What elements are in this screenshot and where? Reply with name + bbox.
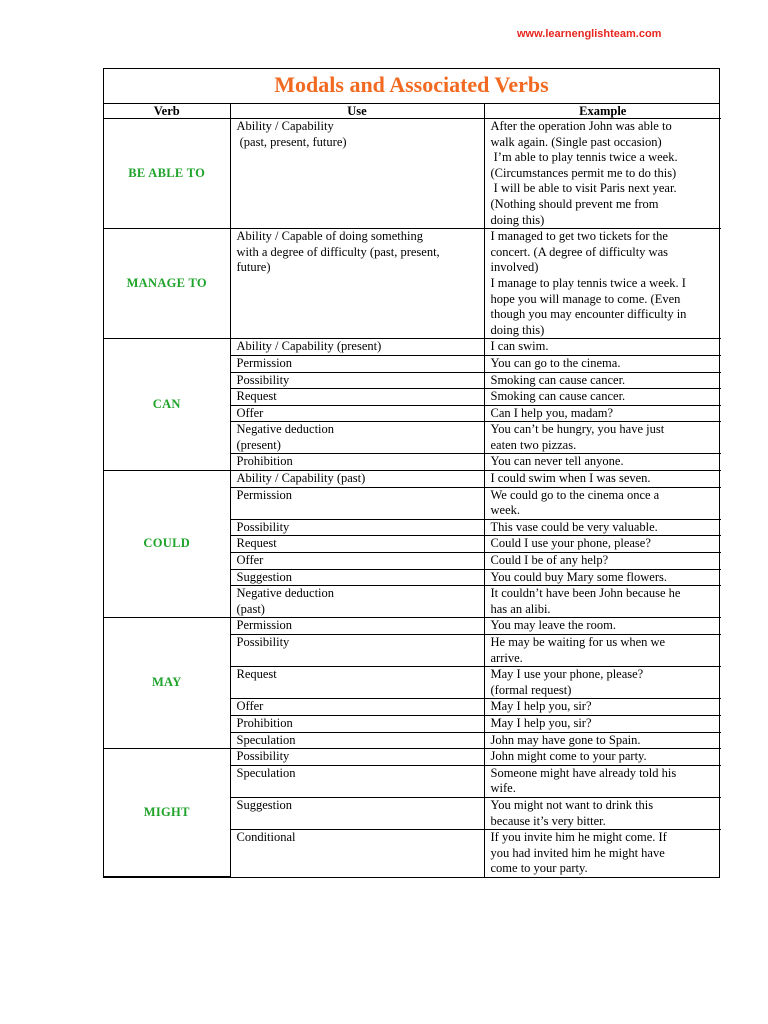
example-cell	[484, 715, 721, 732]
verb-be-able-to: BE ABLE TO	[104, 119, 230, 229]
use-cell	[230, 487, 484, 519]
use-line: (past)	[236, 601, 265, 616]
example-cell	[484, 389, 721, 406]
use-cell	[230, 553, 484, 570]
example-line: I’m able to play tennis twice a week.	[490, 150, 678, 165]
use-cell	[230, 635, 484, 667]
page-title: Modals and Associated Verbs	[104, 69, 719, 104]
example-line: doing this)	[490, 212, 545, 227]
example-line: John might come to your party.	[490, 749, 647, 764]
use-cell	[230, 339, 484, 356]
example-line: May I help you, sir?	[490, 715, 592, 730]
verb-can: CAN	[104, 339, 230, 471]
use-cell	[230, 586, 484, 618]
example-cell	[484, 569, 721, 586]
example-cell	[484, 422, 721, 454]
use-line: Offer	[236, 553, 264, 568]
table-body	[104, 119, 721, 877]
example-cell	[484, 339, 721, 356]
example-cell	[484, 732, 721, 749]
example-line: eaten two pizzas.	[490, 437, 577, 452]
example-cell	[484, 355, 721, 372]
use-cell	[230, 797, 484, 829]
example-line: It couldn’t have been John because he	[490, 586, 681, 601]
use-cell	[230, 229, 484, 339]
example-line: I manage to play tennis twice a week. I	[490, 275, 686, 290]
use-line: Ability / Capability	[236, 119, 334, 133]
example-line: John may have gone to Spain.	[490, 732, 641, 747]
use-line: (past, present, future)	[236, 134, 347, 149]
example-cell	[484, 553, 721, 570]
header-example: Example	[484, 104, 721, 119]
example-line: I could swim when I was seven.	[490, 471, 651, 486]
example-cell	[484, 487, 721, 519]
use-cell	[230, 749, 484, 766]
use-cell	[230, 618, 484, 635]
table-row	[104, 229, 721, 339]
use-cell	[230, 699, 484, 716]
example-line: wife.	[490, 781, 516, 796]
table-row	[104, 471, 721, 488]
example-line: (Circumstances permit me to do this)	[490, 165, 677, 180]
use-cell	[230, 830, 484, 877]
example-line: because it’s very bitter.	[490, 813, 606, 828]
example-line: week.	[490, 503, 520, 518]
example-line: You can’t be hungry, you have just	[490, 422, 665, 437]
use-line: Speculation	[236, 765, 296, 780]
example-line: Could I use your phone, please?	[490, 536, 651, 551]
verb-manage-to: MANAGE TO	[104, 229, 230, 339]
use-line: with a degree of difficulty (past, present,	[236, 244, 440, 259]
verb-may: MAY	[104, 618, 230, 749]
example-cell	[484, 618, 721, 635]
use-cell	[230, 422, 484, 454]
example-cell	[484, 765, 721, 797]
use-cell	[230, 405, 484, 422]
example-line: come to your party.	[490, 861, 588, 876]
example-cell	[484, 471, 721, 488]
example-line: He may be waiting for us when we	[490, 635, 666, 649]
example-cell	[484, 830, 721, 877]
example-cell	[484, 586, 721, 618]
example-cell	[484, 797, 721, 829]
example-line: concert. (A degree of difficulty was	[490, 244, 668, 259]
example-line: If you invite him he might come. If	[490, 830, 667, 845]
use-line: Possibility	[236, 372, 290, 387]
example-line: involved)	[490, 260, 539, 275]
example-line: though you may encounter difficulty in	[490, 307, 687, 322]
use-line: Prohibition	[236, 715, 293, 730]
use-cell	[230, 389, 484, 406]
use-line: Speculation	[236, 732, 296, 747]
header-verb: Verb	[104, 104, 230, 119]
use-line: Offer	[236, 405, 264, 420]
use-line: Request	[236, 536, 277, 551]
verb-might: MIGHT	[104, 749, 230, 877]
use-line: Prohibition	[236, 454, 293, 469]
example-line: arrive.	[490, 650, 523, 665]
example-line: has an alibi.	[490, 601, 551, 616]
use-line: Permission	[236, 355, 293, 370]
table-row	[104, 339, 721, 356]
example-line: May I use your phone, please?	[490, 667, 644, 682]
table-row	[104, 749, 721, 766]
use-cell	[230, 519, 484, 536]
use-cell	[230, 569, 484, 586]
example-line: Can I help you, madam?	[490, 405, 614, 420]
header-use: Use	[230, 104, 484, 119]
example-line: walk again. (Single past occasion)	[490, 134, 662, 149]
example-cell	[484, 229, 721, 339]
use-cell	[230, 454, 484, 471]
example-line: (Nothing should prevent me from	[490, 196, 659, 211]
use-line: Permission	[236, 487, 293, 502]
use-line: Conditional	[236, 830, 296, 845]
header-row	[104, 104, 721, 119]
use-line: Possibility	[236, 635, 290, 649]
use-line: Request	[236, 667, 277, 682]
example-cell	[484, 454, 721, 471]
use-line: future)	[236, 260, 271, 275]
site-url[interactable]: www.learnenglishteam.com	[517, 28, 662, 40]
example-line: (formal request)	[490, 682, 572, 697]
use-cell	[230, 667, 484, 699]
example-line: After the operation John was able to	[490, 119, 672, 133]
use-cell	[230, 715, 484, 732]
use-line: Negative deduction	[236, 422, 335, 437]
example-line: We could go to the cinema once a	[490, 487, 660, 502]
use-cell	[230, 732, 484, 749]
example-line: Smoking can cause cancer.	[490, 372, 626, 387]
example-line: I will be able to visit Paris next year.	[490, 181, 677, 196]
example-line: doing this)	[490, 322, 545, 337]
use-cell	[230, 355, 484, 372]
use-line: Request	[236, 389, 277, 404]
example-line: Someone might have already told his	[490, 765, 677, 780]
example-cell	[484, 405, 721, 422]
example-line: You may leave the room.	[490, 618, 616, 633]
example-line: May I help you, sir?	[490, 699, 592, 714]
use-cell	[230, 471, 484, 488]
use-line: (present)	[236, 437, 281, 452]
example-line: I managed to get two tickets for the	[490, 229, 668, 244]
use-line: Possibility	[236, 749, 290, 764]
example-line: You can go to the cinema.	[490, 355, 621, 370]
example-cell	[484, 635, 721, 667]
example-line: This vase could be very valuable.	[490, 519, 658, 534]
modals-table	[104, 104, 721, 877]
use-line: Offer	[236, 699, 264, 714]
use-cell	[230, 536, 484, 553]
example-line: Smoking can cause cancer.	[490, 389, 626, 404]
table-row	[104, 618, 721, 635]
example-cell	[484, 749, 721, 766]
example-cell	[484, 119, 721, 229]
use-line: Ability / Capability (present)	[236, 339, 382, 354]
example-cell	[484, 699, 721, 716]
example-line: hope you will manage to come. (Even	[490, 291, 681, 306]
example-cell	[484, 536, 721, 553]
table-row	[104, 119, 721, 229]
example-cell	[484, 667, 721, 699]
use-line: Suggestion	[236, 797, 293, 812]
use-line: Suggestion	[236, 569, 293, 584]
use-line: Ability / Capable of doing something	[236, 229, 423, 244]
example-line: Could I be of any help?	[490, 553, 609, 568]
use-line: Possibility	[236, 519, 290, 534]
example-cell	[484, 519, 721, 536]
example-cell	[484, 372, 721, 389]
example-line: You can never tell anyone.	[490, 454, 624, 469]
use-cell	[230, 372, 484, 389]
use-cell	[230, 765, 484, 797]
verb-could: COULD	[104, 471, 230, 618]
modals-table-container	[103, 68, 720, 878]
use-line: Negative deduction	[236, 586, 335, 601]
use-cell	[230, 119, 484, 229]
use-line: Permission	[236, 618, 293, 633]
example-line: you had invited him he might have	[490, 845, 665, 860]
example-line: You might not want to drink this	[490, 797, 654, 812]
example-line: You could buy Mary some flowers.	[490, 569, 667, 584]
use-line: Ability / Capability (past)	[236, 471, 366, 486]
example-line: I can swim.	[490, 339, 549, 354]
